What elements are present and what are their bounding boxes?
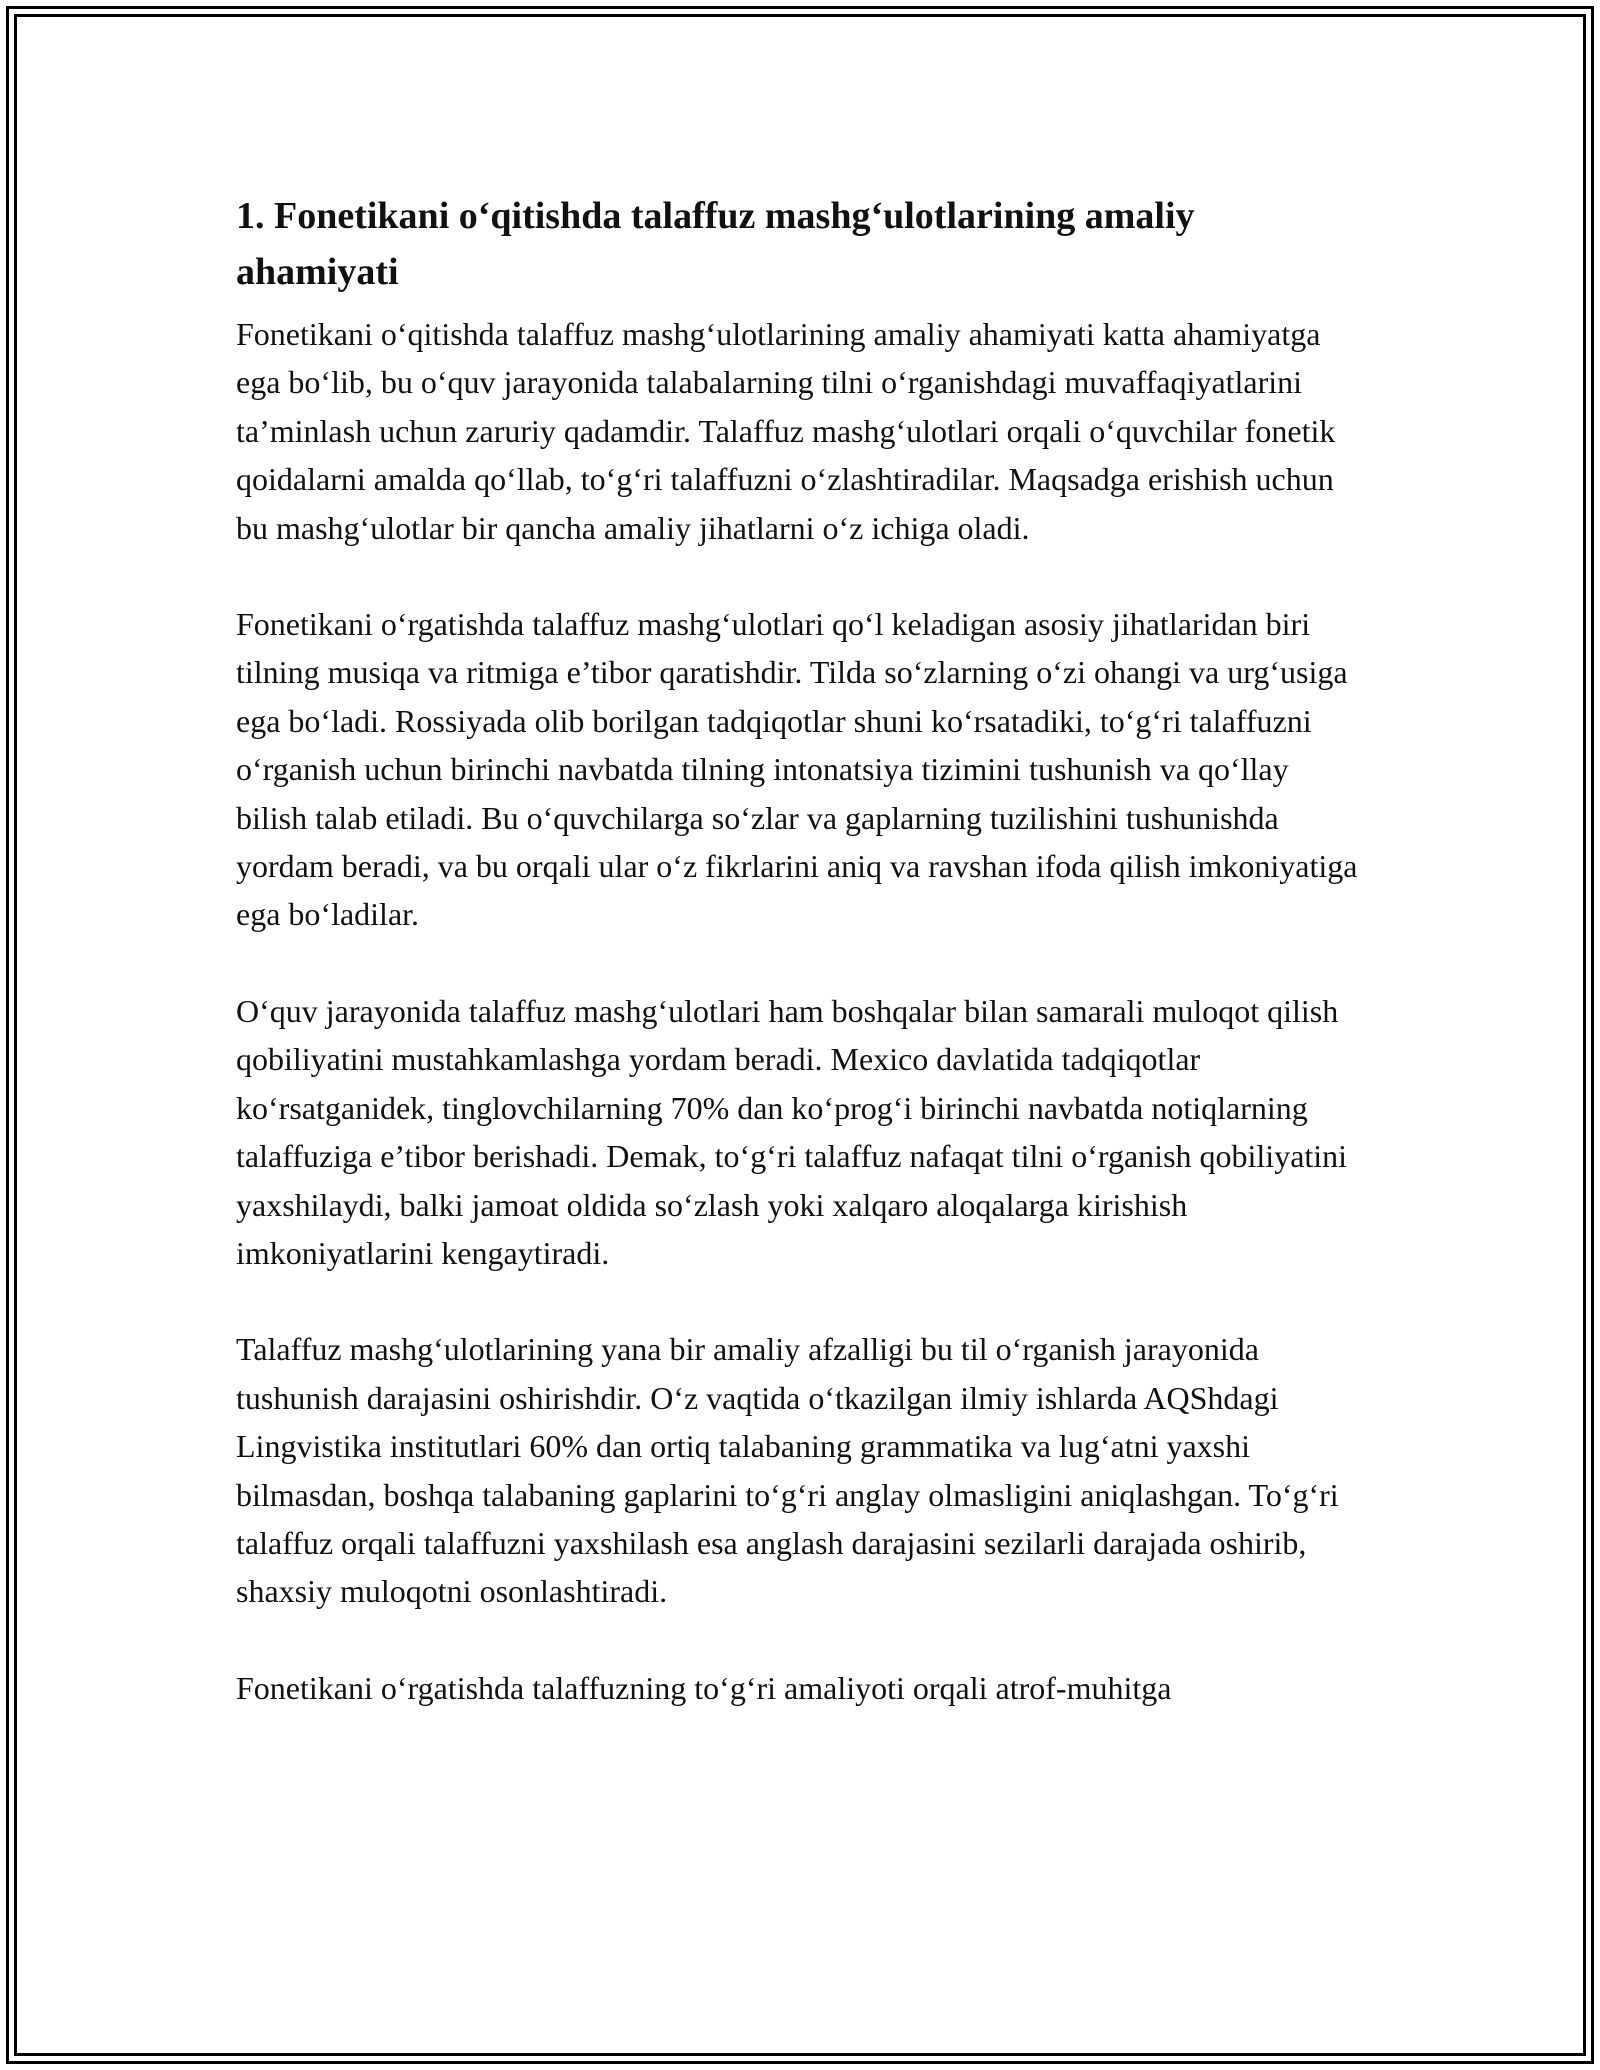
paragraph-3: O‘quv jarayonida talaffuz mashg‘ulotlari ham boshqalar bilan samarali muloqot qilish qobiliyatini mustahkamlashga yordam beradi. Mexico davlatida tadqiqotlar ko‘rsatganidek, tinglovchilarning 70% dan ko‘prog‘i birinchi navbatda notiqlarning talaffuziga e’tibor berishadi. Demak, to‘g‘ri talaffuz nafaqat tilni o‘rganish qobiliyatini yaxshilaydi, balki jamoat oldida so‘zlash yoki xalqaro aloqalarga kirishish imkoniyatlarini kengaytiradi.: [236, 992, 1348, 1271]
paragraph-5: Fonetikani o‘rgatishda talaffuzning to‘g‘ri amaliyoti orqali atrof-muhitga: [236, 1669, 1172, 1706]
section-heading: 1. Fonetikani o‘qitishda talaffuz mashg‘ulotlarining amaliy ahamiyati: [236, 195, 1195, 293]
document-body: [236, 188, 1366, 1760]
paragraph-2: Fonetikani o‘rgatishda talaffuz mashg‘ulotlari qo‘l keladigan asosiy jihatlaridan biri tilning musiqa va ritmiga e’tibor qaratishdir. Tilda so‘zlarning o‘zi ohangi va urg‘usiga ega bo‘ladi. Rossiyada olib borilgan tadqiqotlar shuni ko‘rsatadiki, to‘g‘ri talaffuzni o‘rganish uchun birinchi navbatda tilning intonatsiya tizimini tushunish va qo‘llay bilish talab etiladi. Bu o‘quvchilarga so‘zlar va gaplarning tuzilishini tushunishda yordam beradi, va bu orqali ular o‘z fikrlarini aniq va ravshan ifoda qilish imkoniyatiga ega bo‘ladilar.: [236, 606, 1358, 933]
paragraph-1: Fonetikani o‘qitishda talaffuz mashg‘ulotlarining amaliy ahamiyati katta ahamiyatga ega bo‘lib, bu o‘quv jarayonida talabalarning tilni o‘rganishdagi muvaffaqiyatlarini ta’minlash uchun zaruriy qadamdir. Talaffuz mashg‘ulotlari orqali o‘quvchilar fonetik qoidalarni amalda qo‘llab, to‘g‘ri talaffuzni o‘zlashtiradilar. Maqsadga erishish uchun bu mashg‘ulotlar bir qancha amaliy jihatlarni o‘z ichiga oladi.: [236, 316, 1336, 546]
paragraph-4: Talaffuz mashg‘ulotlarining yana bir amaliy afzalligi bu til o‘rganish jarayonida tushunish darajasini oshirishdir. O‘z vaqtida o‘tkazilgan ilmiy ishlarda AQShdagi Lingvistika institutlari 60% dan ortiq talabaning grammatika va lug‘atni yaxshi bilmasdan, boshqa talabaning gaplarini to‘g‘ri anglay olmasligini aniqlashgan. To‘g‘ri talaffuz orqali talaffuzni yaxshilash esa anglash darajasini sezilarli darajada oshirib, shaxsiy muloqotni osonlashtiradi.: [236, 1331, 1339, 1610]
